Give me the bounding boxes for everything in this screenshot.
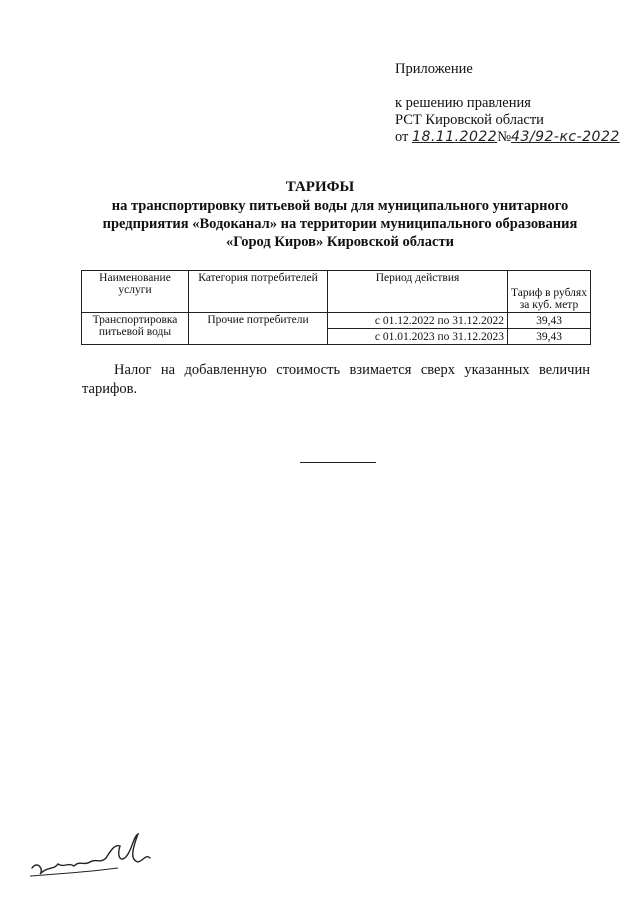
appendix-line1: к решению правления — [395, 95, 531, 111]
signature-mark — [28, 824, 163, 884]
table-row — [82, 313, 591, 329]
handwritten-date: 18.11.2022 — [412, 129, 498, 145]
cell-category: Прочие потребители — [189, 313, 328, 345]
header-service: Наименование услуги — [82, 271, 189, 313]
cell-service: Транспортировка питьевой воды — [82, 313, 189, 345]
header-category: Категория потребителей — [189, 271, 328, 313]
document-title: ТАРИФЫ — [285, 179, 355, 195]
tariff-table — [81, 270, 591, 345]
appendix-line2: РСТ Кировской области — [395, 112, 544, 128]
number-sign: № — [497, 129, 512, 145]
from-prefix: от — [395, 129, 409, 145]
title-line3: «Город Киров» Кировской области — [226, 234, 454, 250]
vat-note: Налог на добавленную стоимость взимается сверх указанных величин тарифов. — [82, 362, 590, 397]
header-tariff: Тариф в рублях за куб. метр — [508, 271, 591, 313]
cell-tariff: 39,43 — [508, 329, 591, 345]
table-header-row — [82, 271, 591, 313]
handwritten-number: 43/92-кс-2022 — [511, 129, 620, 145]
title-line1: на транспортировку питьевой воды для муниципального унитарного — [111, 198, 569, 214]
header-period: Период действия — [328, 271, 508, 313]
appendix-date-line — [395, 129, 620, 146]
cell-period: с 01.12.2022 по 31.12.2022 — [328, 313, 508, 329]
cell-tariff: 39,43 — [508, 313, 591, 329]
cell-period: с 01.01.2023 по 31.12.2023 — [328, 329, 508, 345]
title-line2: предприятия «Водоканал» на территории муниципального образования — [102, 216, 578, 232]
appendix-heading: Приложение — [395, 61, 473, 77]
closing-divider — [300, 462, 376, 463]
